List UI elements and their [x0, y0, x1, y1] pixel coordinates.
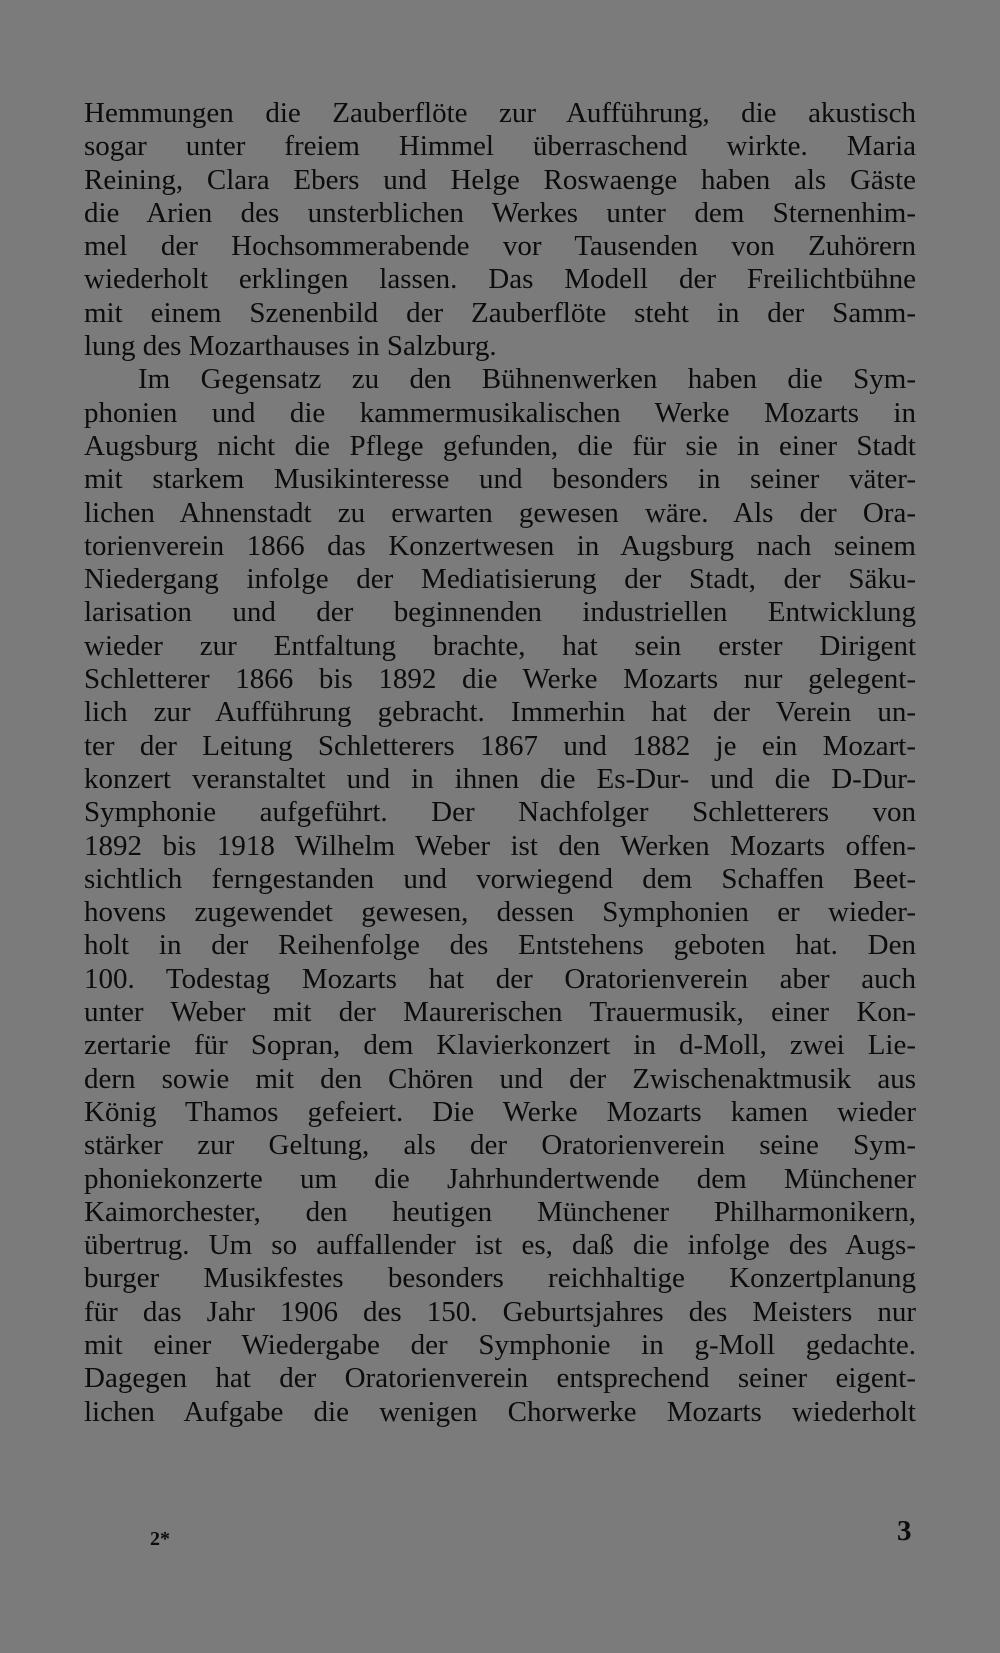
text-line: mel der Hochsommerabende vor Tausenden von Zuhörern [84, 230, 916, 263]
text-line: lichen Aufgabe die wenigen Chorwerke Mozarts wiederholt [84, 1395, 916, 1428]
text-line: unter Weber mit der Maurerischen Trauermusik, einer Kon- [84, 996, 916, 1029]
text-line: zertarie für Sopran, dem Klavierkonzert in d-Moll, zwei Lie- [84, 1029, 916, 1062]
text-line: wieder zur Entfaltung brachte, hat sein erster Dirigent [84, 629, 916, 662]
text-line: lung des Mozarthauses in Salzburg. [84, 330, 497, 363]
text-line: 1892 bis 1918 Wilhelm Weber ist den Werken Mozarts offen- [84, 829, 916, 862]
body-text [84, 97, 916, 1429]
text-line: hovens zugewendet gewesen, dessen Symphonien er wieder- [84, 896, 916, 929]
text-line: sichtlich ferngestanden und vorwiegend dem Schaffen Beet- [84, 862, 916, 895]
page-number: 3 [897, 1515, 912, 1547]
text-line: Kaimorchester, den heutigen Münchener Philharmonikern, [84, 1195, 916, 1228]
text-line: Im Gegensatz zu den Bühnenwerken haben die Sym- [138, 363, 916, 396]
text-line: burger Musikfestes besonders reichhaltige Konzertplanung [84, 1262, 916, 1295]
text-line: lich zur Aufführung gebracht. Immerhin hat der Verein un- [84, 696, 916, 729]
text-line: phonien und die kammermusikalischen Werke Mozarts in [84, 396, 916, 429]
text-line: Symphonie aufgeführt. Der Nachfolger Schletterers von [84, 796, 916, 829]
text-line: Schletterer 1866 bis 1892 die Werke Mozarts nur gelegent- [84, 663, 916, 696]
text-line: holt in der Reihenfolge des Entstehens geboten hat. Den [84, 929, 916, 962]
text-line: die Arien des unsterblichen Werkes unter dem Sternenhim- [84, 196, 916, 229]
text-line: 100. Todestag Mozarts hat der Oratorienverein aber auch [84, 962, 916, 995]
text-line: ter der Leitung Schletterers 1867 und 1882 je ein Mozart- [84, 729, 916, 762]
text-line: mit starkem Musikinteresse und besonders in seiner väter- [84, 463, 916, 496]
text-line: konzert veranstaltet und in ihnen die Es-Dur- und die D-Dur- [84, 762, 916, 795]
text-line: wiederholt erklingen lassen. Das Modell der Freilichtbühne [84, 263, 916, 296]
signature-mark: 2* [150, 1528, 170, 1550]
text-line: Reining, Clara Ebers und Helge Roswaenge haben als Gäste [84, 163, 916, 196]
text-line: mit einem Szenenbild der Zauberflöte steht in der Samm- [84, 296, 916, 329]
text-line: lichen Ahnenstadt zu erwarten gewesen wäre. Als der Ora- [84, 496, 916, 529]
text-line: larisation und der beginnenden industriellen Entwicklung [84, 596, 916, 629]
text-line: dern sowie mit den Chören und der Zwischenaktmusik aus [84, 1062, 916, 1095]
text-line: übertrug. Um so auffallender ist es, daß die infolge des Augs- [84, 1229, 916, 1262]
text-line: Niedergang infolge der Mediatisierung der Stadt, der Säku- [84, 563, 916, 596]
text-line: stärker zur Geltung, als der Oratorienverein seine Sym- [84, 1129, 916, 1162]
text-line: Augsburg nicht die Pflege gefunden, die für sie in einer Stadt [84, 429, 916, 462]
text-line: torienverein 1866 das Konzertwesen in Augsburg nach seinem [84, 529, 916, 562]
text-line: sogar unter freiem Himmel überraschend wirkte. Maria [84, 130, 916, 163]
text-line: Dagegen hat der Oratorienverein entsprechend seiner eigent- [84, 1362, 916, 1395]
text-line: mit einer Wiedergabe der Symphonie in g-Moll gedachte. [84, 1328, 916, 1361]
text-line: König Thamos gefeiert. Die Werke Mozarts kamen wieder [84, 1095, 916, 1128]
text-line: Hemmungen die Zauberflöte zur Aufführung, die akustisch [84, 97, 916, 129]
text-line: phoniekonzerte um die Jahrhundertwende dem Münchener [84, 1162, 916, 1195]
text-line: für das Jahr 1906 des 150. Geburtsjahres des Meisters nur [84, 1295, 916, 1328]
